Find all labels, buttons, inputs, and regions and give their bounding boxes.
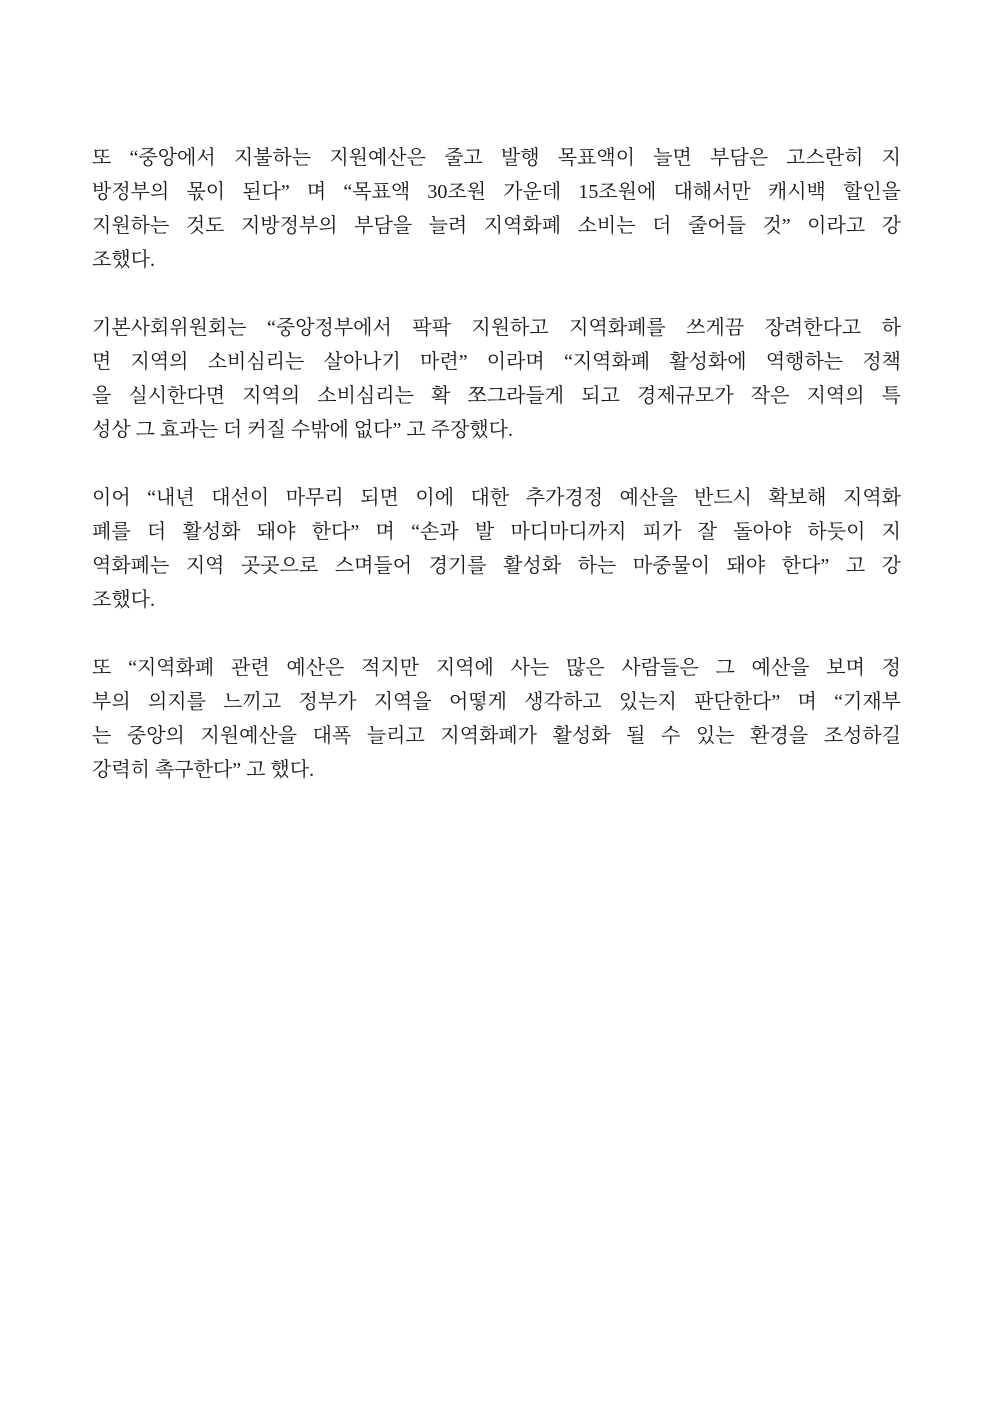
- text-line: 방정부의 몫이 된다” 며 “목표액 30조원 가운데 15조원에 대해서만 캐시백 할인을: [92, 181, 901, 203]
- text-line: 강력히 촉구한다” 고 했다.: [92, 759, 315, 781]
- text-line: 성상 그 효과는 더 커질 수밖에 없다” 고 주장했다.: [92, 419, 513, 441]
- paragraph: [92, 651, 901, 787]
- text-line: 면 지역의 소비심리는 살아나기 마련” 이라며 “지역화폐 활성화에 역행하는 정책: [92, 351, 901, 373]
- article-body: [92, 141, 901, 821]
- text-line: 조했다.: [92, 589, 155, 611]
- text-line: 또 “지역화폐 관련 예산은 적지만 지역에 사는 많은 사람들은 그 예산을 보며 정: [92, 657, 901, 679]
- text-line: 폐를 더 활성화 돼야 한다” 며 “손과 발 마디마디까지 피가 잘 돌아야 하듯이 지: [92, 521, 901, 543]
- text-line: 는 중앙의 지원예산을 대폭 늘리고 지역화폐가 활성화 될 수 있는 환경을 조성하길: [92, 725, 901, 747]
- text-line: 역화폐는 지역 곳곳으로 스며들어 경기를 활성화 하는 마중물이 돼야 한다” 고 강: [92, 555, 901, 577]
- text-line: 기본사회위원회는 “중앙정부에서 팍팍 지원하고 지역화폐를 쓰게끔 장려한다고 하: [92, 317, 901, 339]
- text-line: 부의 의지를 느끼고 정부가 지역을 어떻게 생각하고 있는지 판단한다” 며 “기재부: [92, 691, 901, 713]
- paragraph: [92, 311, 901, 447]
- paragraph: [92, 481, 901, 617]
- paragraph: [92, 141, 901, 277]
- text-line: 지원하는 것도 지방정부의 부담을 늘려 지역화폐 소비는 더 줄어들 것” 이라고 강: [92, 215, 901, 237]
- text-line: 조했다.: [92, 249, 155, 271]
- text-line: 또 “중앙에서 지불하는 지원예산은 줄고 발행 목표액이 늘면 부담은 고스란히 지: [92, 147, 901, 169]
- text-line: 을 실시한다면 지역의 소비심리는 확 쪼그라들게 되고 경제규모가 작은 지역의 특: [92, 385, 901, 407]
- text-line: 이어 “내년 대선이 마무리 되면 이에 대한 추가경정 예산을 반드시 확보해 지역화: [92, 487, 901, 509]
